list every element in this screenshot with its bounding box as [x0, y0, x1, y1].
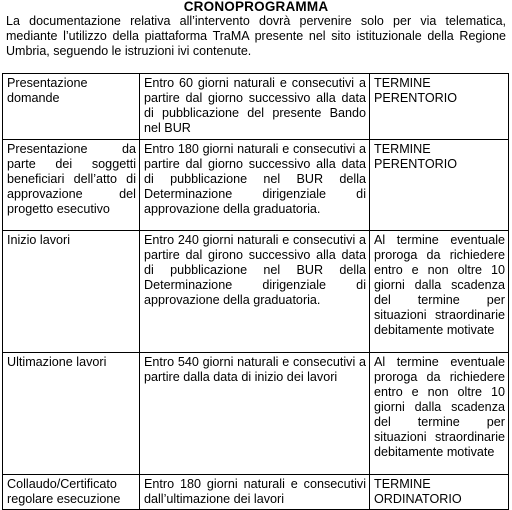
table-row — [3, 475, 509, 510]
deadline-cell — [140, 231, 370, 353]
table-row — [3, 74, 509, 140]
note-text: TERMINE ORDINATORIO — [374, 477, 462, 506]
phase-text: Presentazione da parte dei soggetti beneficiari dell’atto di approvazione del progetto esecutivo — [7, 142, 136, 216]
phase-cell — [3, 475, 140, 510]
phase-cell — [3, 231, 140, 353]
phase-text: Presentazione domande — [7, 76, 88, 105]
deadline-cell — [140, 74, 370, 140]
schedule-table — [2, 73, 509, 510]
phase-text: Ultimazione lavori — [7, 355, 107, 369]
phase-text: Inizio lavori — [7, 233, 70, 247]
deadline-cell — [140, 140, 370, 231]
table-row — [3, 231, 509, 353]
deadline-text: Entro 180 giorni naturali e consecutivi a partire dal giorno successivo alla data di pubblicazione nel BUR della Determinazione dirigenziale di approvazione della graduatoria. — [144, 142, 366, 216]
note-cell — [370, 353, 509, 475]
note-cell — [370, 475, 509, 510]
intro-paragraph: La documentazione relativa all’intervento dovrà pervenire solo per via telematica, mediante l’utilizzo della piattaforma TraMA presente nel sito istituzionale della Regione Umbria, seguendo le istruzioni ivi contenute. — [6, 14, 506, 58]
note-text: Al termine eventuale proroga da richiedere entro e non oltre 10 giorni dalla scadenza del termine per situazioni straordinarie debitamente motivate — [374, 233, 505, 337]
note-text: Al termine eventuale proroga da richiedere entro e non oltre 10 giorni dalla scadenza del termine per situazioni straordinarie debitamente motivate — [374, 355, 505, 459]
deadline-text: Entro 180 giorni naturali e consecutivi dall’ultimazione dei lavori — [144, 477, 366, 506]
table-row — [3, 353, 509, 475]
note-text: TERMINE PERENTORIO — [374, 142, 458, 171]
document-title: CRONOPROGRAMMA — [183, 0, 329, 14]
deadline-text: Entro 240 giorni naturali e consecutivi a partire dal girono successivo alla data di pubblicazione nel BUR della Determinazione dirigenziale di approvazione della graduatoria. — [144, 233, 366, 307]
deadline-cell — [140, 475, 370, 510]
phase-cell — [3, 140, 140, 231]
deadline-cell — [140, 353, 370, 475]
note-cell — [370, 231, 509, 353]
deadline-text: Entro 540 giorni naturali e consecutivi a partire dalla data di inizio dei lavori — [144, 355, 366, 384]
note-cell — [370, 140, 509, 231]
deadline-text: Entro 60 giorni naturali e consecutivi a partire dal giorno successivo alla data di pubblicazione del presente Bando nel BUR — [144, 76, 366, 135]
table-row — [3, 140, 509, 231]
phase-text: Collaudo/Certificato regolare esecuzione — [7, 477, 121, 506]
note-cell — [370, 74, 509, 140]
phase-cell — [3, 353, 140, 475]
phase-cell — [3, 74, 140, 140]
note-text: TERMINE PERENTORIO — [374, 76, 458, 105]
